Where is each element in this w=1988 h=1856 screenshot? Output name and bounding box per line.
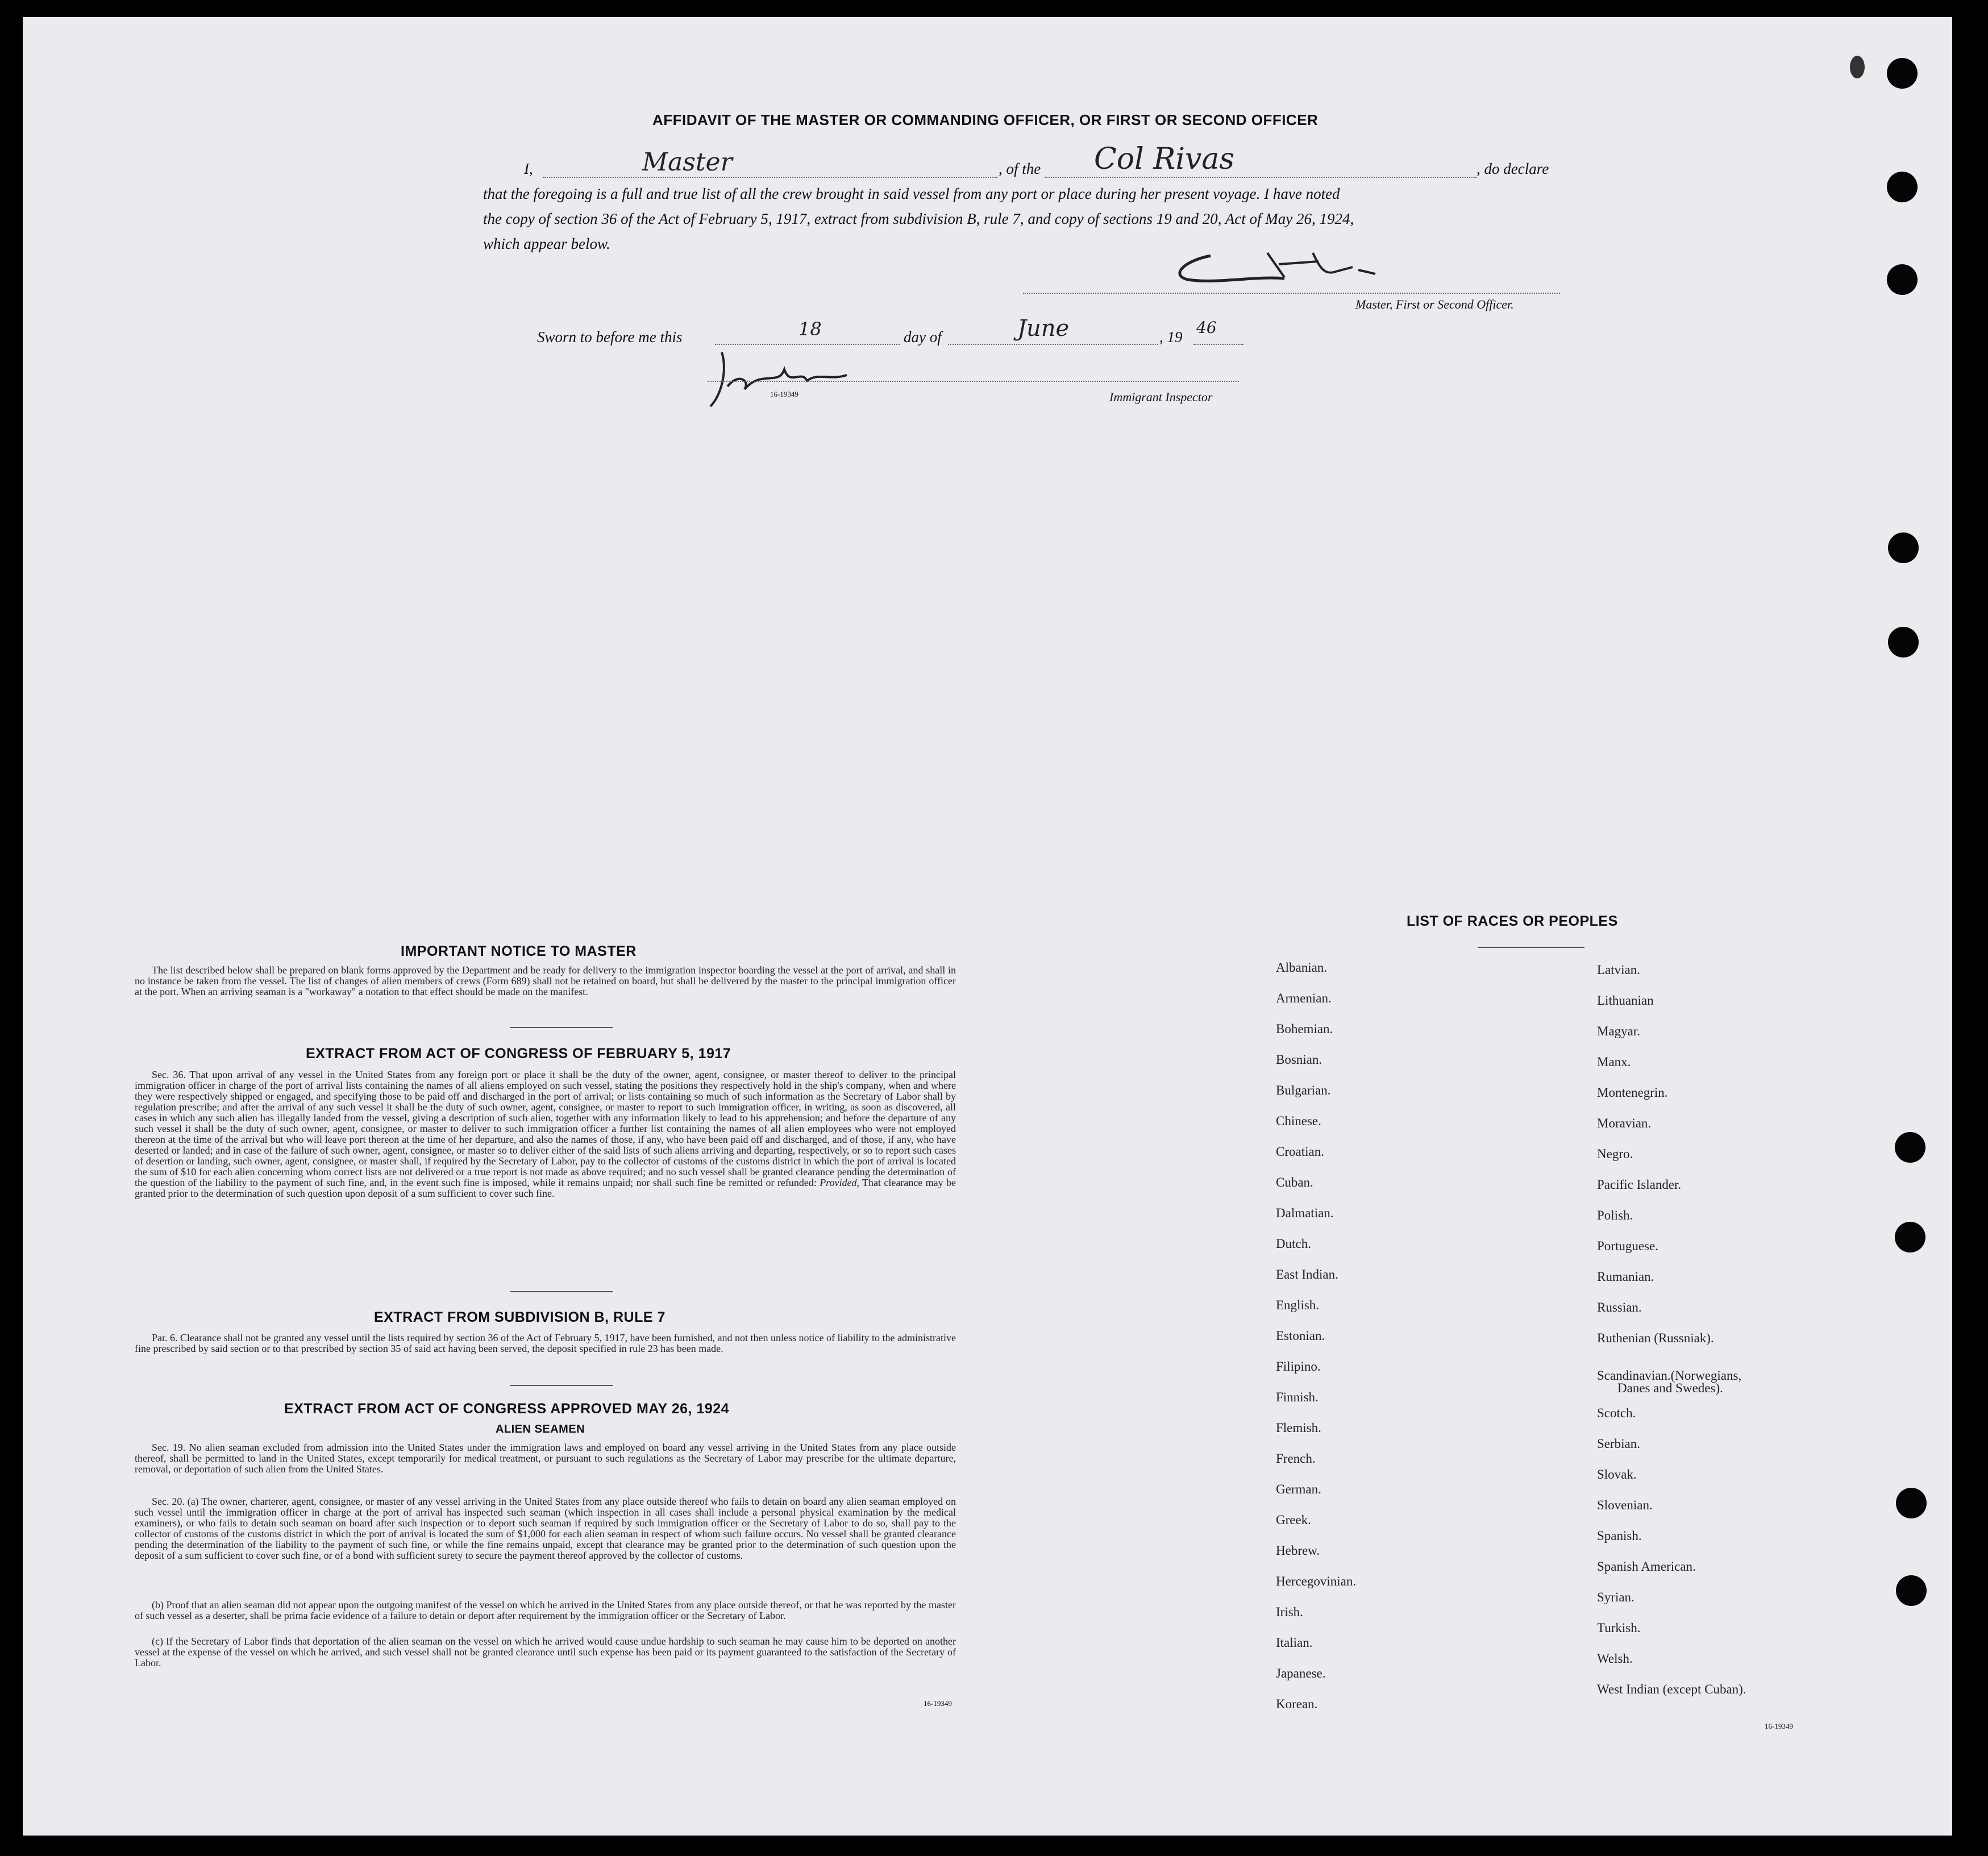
punch-hole [1887, 58, 1918, 89]
race-item: Polish. [1597, 1208, 1633, 1222]
race-item: Korean. [1276, 1697, 1318, 1711]
race-item: Japanese. [1276, 1666, 1326, 1680]
race-item: Dutch. [1276, 1237, 1311, 1251]
race-item: Moravian. [1597, 1116, 1652, 1130]
proviso-label: Provided, [820, 1177, 859, 1188]
punch-hole [1888, 627, 1919, 657]
sworn-month-handwritten: June [1017, 315, 1070, 342]
race-item: Ruthenian (Russniak). [1597, 1331, 1714, 1345]
punch-hole [1887, 172, 1918, 202]
race-item: Finnish. [1276, 1390, 1319, 1404]
master-name-handwritten: Master [642, 148, 733, 177]
sworn-day-handwritten: 18 [798, 318, 822, 340]
master-signature-line [1023, 293, 1560, 294]
extract-1924-sec20b: (b) Proof that an alien seaman did not appear upon the outgoing manifest of the vessel on which he arrived in the United States from any place outside thereof, or that he was reported by the master of such vessel as a deserter, shall be prima facie evidence of a failure to detain or deport after requirement by the immigration officer or the Secretary of Labor. [135, 1599, 956, 1621]
race-item: Scotch. [1597, 1406, 1636, 1420]
affidavit-i: I, [524, 160, 533, 177]
race-item: Serbian. [1597, 1437, 1641, 1451]
race-item: Latvian. [1597, 963, 1640, 977]
sworn-month-line [948, 344, 1158, 345]
race-item: Bulgarian. [1276, 1083, 1331, 1097]
race-item: Spanish. [1597, 1529, 1642, 1543]
race-item: Magyar. [1597, 1024, 1641, 1038]
punch-hole [1888, 532, 1919, 563]
form-number: 16-19349 [924, 1699, 952, 1708]
extract-rule7-title: EXTRACT FROM SUBDIVISION B, RULE 7 [374, 1309, 666, 1325]
race-item: Montenegrin. [1597, 1085, 1668, 1100]
race-item: Filipino. [1276, 1359, 1321, 1374]
master-signature [1171, 244, 1392, 296]
race-item: Negro. [1597, 1147, 1633, 1161]
race-item: Pacific Islander. [1597, 1177, 1682, 1192]
race-item: French. [1276, 1451, 1316, 1466]
day-of-label: day of [904, 328, 942, 346]
inspector-signature-line [708, 381, 1239, 382]
name-line [543, 177, 997, 178]
punch-hole [1896, 1575, 1927, 1606]
extract-1924-sec20a: Sec. 20. (a) The owner, charterer, agent, consignee, or master of any vessel arriving in the United States from any place outside thereof who fails to detain on board any alien seaman employed on such vessel until the immigration officer in charge at the port of arrival has inspected such seaman (which inspection in all cases shall include a personal physical examination by the medical examiners), or who fails to detain such seaman on board after such inspection or to deport such seaman if required by such immigration officer or the Secretary of Labor to do so, shall pay to the collector of customs of the customs district in which the port of arrival is located the sum of $1,000 for each alien seaman in respect of whom such failure occurs. No vessel shall be granted clearance pending the determination of the liability to the payment of such fine, or while the fine remains unpaid, except that clearance may be granted prior to the determination of such question upon the deposit of a sum sufficient to cover such fine, or of a bond with sufficient surety to secure the payment thereof approved by the collector of customs. [135, 1496, 956, 1561]
race-item: Chinese. [1276, 1114, 1321, 1128]
race-item: Slovenian. [1597, 1498, 1653, 1512]
notice-body: The list described below shall be prepared on blank forms approved by the Department and be ready for delivery to the immigration inspector boarding the vessel at the port of arrival, and shall in no instance be taken from the vessel. The list of changes of alien members of crews (Form 689) shall not be retained on board, but shall be delivered by the master to the principal immigration officer at the port. When an arriving seaman is a "workaway" a notation to that effect should be made on the manifest. [135, 964, 956, 997]
inspector-caption: Immigrant Inspector [1109, 390, 1213, 404]
race-item: Spanish American. [1597, 1559, 1696, 1574]
races-left-column [1276, 960, 1356, 1728]
race-item: Armenian. [1276, 991, 1332, 1005]
of-the-label: , of the [999, 160, 1041, 177]
affidavit-body-line: which appear below. [483, 235, 610, 252]
affidavit-title: AFFIDAVIT OF THE MASTER OR COMMANDING OFFICER, OR FIRST OR SECOND OFFICER [652, 111, 1319, 128]
race-item: German. [1276, 1482, 1321, 1496]
race-item: Turkish. [1597, 1621, 1641, 1635]
race-item: Danes and Swedes). [1617, 1381, 1723, 1395]
do-declare-label: , do declare [1477, 160, 1549, 177]
race-item: Estonian. [1276, 1329, 1325, 1343]
divider [1478, 947, 1584, 948]
sworn-day-line [715, 344, 900, 345]
race-item: Albanian. [1276, 960, 1328, 975]
alien-seamen-subtitle: ALIEN SEAMEN [496, 1423, 585, 1435]
races-right-column [1597, 963, 1746, 1713]
race-item: Slovak. [1597, 1467, 1637, 1482]
race-item: West Indian (except Cuban). [1597, 1682, 1746, 1696]
race-item: Lithuanian [1597, 993, 1654, 1008]
sworn-label: Sworn to before me this [537, 328, 683, 346]
divider [510, 1385, 613, 1386]
year-prefix: , 19 [1159, 328, 1183, 346]
extract-1917-body [135, 1070, 956, 1199]
race-item: Rumanian. [1597, 1270, 1654, 1284]
race-item: Dalmatian. [1276, 1206, 1334, 1220]
proviso-text: That clearance may be granted prior to the determination of such question upon deposit of a sum sufficient to cover such fine. [135, 1177, 956, 1199]
divider [510, 1027, 613, 1028]
race-item: Welsh. [1597, 1651, 1633, 1666]
form-number-small: 16-19349 [770, 390, 798, 398]
race-item: Russian. [1597, 1300, 1642, 1314]
race-item: Italian. [1276, 1636, 1313, 1650]
extract-1917-title: EXTRACT FROM ACT OF CONGRESS OF FEBRUARY 5, 1917 [306, 1046, 731, 1062]
punch-hole [1887, 264, 1918, 295]
year-line [1193, 344, 1243, 345]
punch-hole [1896, 1488, 1927, 1518]
scan-mark [1850, 56, 1865, 78]
affidavit-body-line: the copy of section 36 of the Act of February 5, 1917, extract from subdivision B, rule 7, and copy of sections 19 and 20, Act of May 26, 1924, [483, 210, 1354, 227]
race-item: Croatian. [1276, 1145, 1324, 1159]
notice-title: IMPORTANT NOTICE TO MASTER [401, 943, 637, 959]
vessel-name-handwritten: Col Rivas [1094, 142, 1235, 176]
race-item: Portuguese. [1597, 1239, 1658, 1253]
race-item: Greek. [1276, 1513, 1311, 1527]
vessel-line [1045, 177, 1477, 178]
extract-1924-title: EXTRACT FROM ACT OF CONGRESS APPROVED MAY 26, 1924 [284, 1401, 730, 1417]
extract-1917-text: Sec. 36. That upon arrival of any vessel in the United States from any foreign port or place it shall be the duty of the owner, agent, consignee, or master thereof to deliver to the principal immigration officer in charge of the port of arrival lists containing the names of all aliens employed on such vessel, stating the positions they respectively hold in the ship's company, when and where they were respectively shipped or engaged, and specifying those to be paid off and discharged in the port of arrival; or lists containing so much of such information as the Secretary of Labor shall by regulation prescribe; and after the arrival of any such vessel it shall be the duty of such owner, agent, consignee, or master to report to such immigration officer, in writing, as soon as discovered, all cases in which any such alien has illegally landed from the vessel, giving a description of such alien, together with any information likely to lead to his apprehension; and before the departure of any such vessel it shall be the duty of such owner, agent, consignee, or master to deliver to such immigration officer a further list containing the names of all alien employees who were not employed thereon at the time of the arrival but who will leave port thereon at the time of her departure, and also the names of those, if any, who have been paid off and discharged, and of those, if any, who have deserted or landed; and in case of the failure of such owner, agent, consignee, or master so to deliver either of the said lists of such aliens arriving and departing, respectively, or so to report such cases of desertion or landing, such owner, agent, consignee, or master shall, if required by the Secretary of Labor, pay to the collector of customs of the customs district in which the port of arrival is located the sum of $10 for each alien concerning whom correct lists are not delivered or a true report is not made as above required; and no such vessel shall be granted clearance pending the determination of the question of the liability to the payment of such fine, and, in the event such fine is imposed, while it remains unpaid; nor shall such fine be remitted or refunded: [135, 1069, 956, 1188]
races-form-number: 16-19349 [1765, 1722, 1793, 1730]
race-item: Cuban. [1276, 1175, 1313, 1189]
race-item: Scandinavian.(Norwegians, [1597, 1368, 1742, 1383]
race-item: East Indian. [1276, 1267, 1338, 1281]
extract-1924-sec19: Sec. 19. No alien seaman excluded from admission into the United States under the immigration laws and employed on board any vessel arriving in the United States from any place outside thereof, shall be permitted to land in the United States, except temporarily for medical treatment, or pursuant to such regulations as the Secretary of Labor may prescribe for the ultimate departure, removal, or deportation of such alien from the United States. [135, 1442, 956, 1475]
race-item: Bohemian. [1276, 1022, 1333, 1036]
race-item: English. [1276, 1298, 1320, 1312]
punch-hole [1895, 1132, 1925, 1163]
inspector-signature [705, 347, 852, 412]
extract-1924-sec20c: (c) If the Secretary of Labor finds that deportation of the alien seaman on the vessel on which he arrived would cause undue hardship to such seaman he may cause him to be deported on another vessel at the expense of the vessel on which he arrived, and such vessel shall not be granted clearance until such expense has been paid or its payment guaranteed to the satisfaction of the Secretary of Labor. [135, 1636, 956, 1668]
master-caption: Master, First or Second Officer. [1355, 297, 1514, 311]
punch-hole [1895, 1222, 1925, 1252]
races-title: LIST OF RACES OR PEOPLES [1407, 913, 1618, 929]
race-item: Irish. [1276, 1605, 1303, 1619]
extract-rule7-body: Par. 6. Clearance shall not be granted any vessel until the lists required by section 36 of the Act of February 5, 1917, have been furnished, and not then unless notice of liability to the administrative fine prescribed by said section or to that prescribed by section 35 of said act having been served, the deposit specified in rule 23 has been made. [135, 1332, 956, 1354]
divider [510, 1291, 613, 1292]
race-item: Flemish. [1276, 1421, 1321, 1435]
race-item: Syrian. [1597, 1590, 1635, 1604]
race-item: Hercegovinian. [1276, 1574, 1357, 1588]
race-item: Bosnian. [1276, 1052, 1322, 1067]
race-item: Hebrew. [1276, 1543, 1320, 1558]
year-suffix-handwritten: 46 [1196, 318, 1217, 337]
affidavit-body-line: that the foregoing is a full and true list of all the crew brought in said vessel from any port or place during her present voyage. I have noted [483, 185, 1340, 202]
race-item: Manx. [1597, 1055, 1631, 1069]
